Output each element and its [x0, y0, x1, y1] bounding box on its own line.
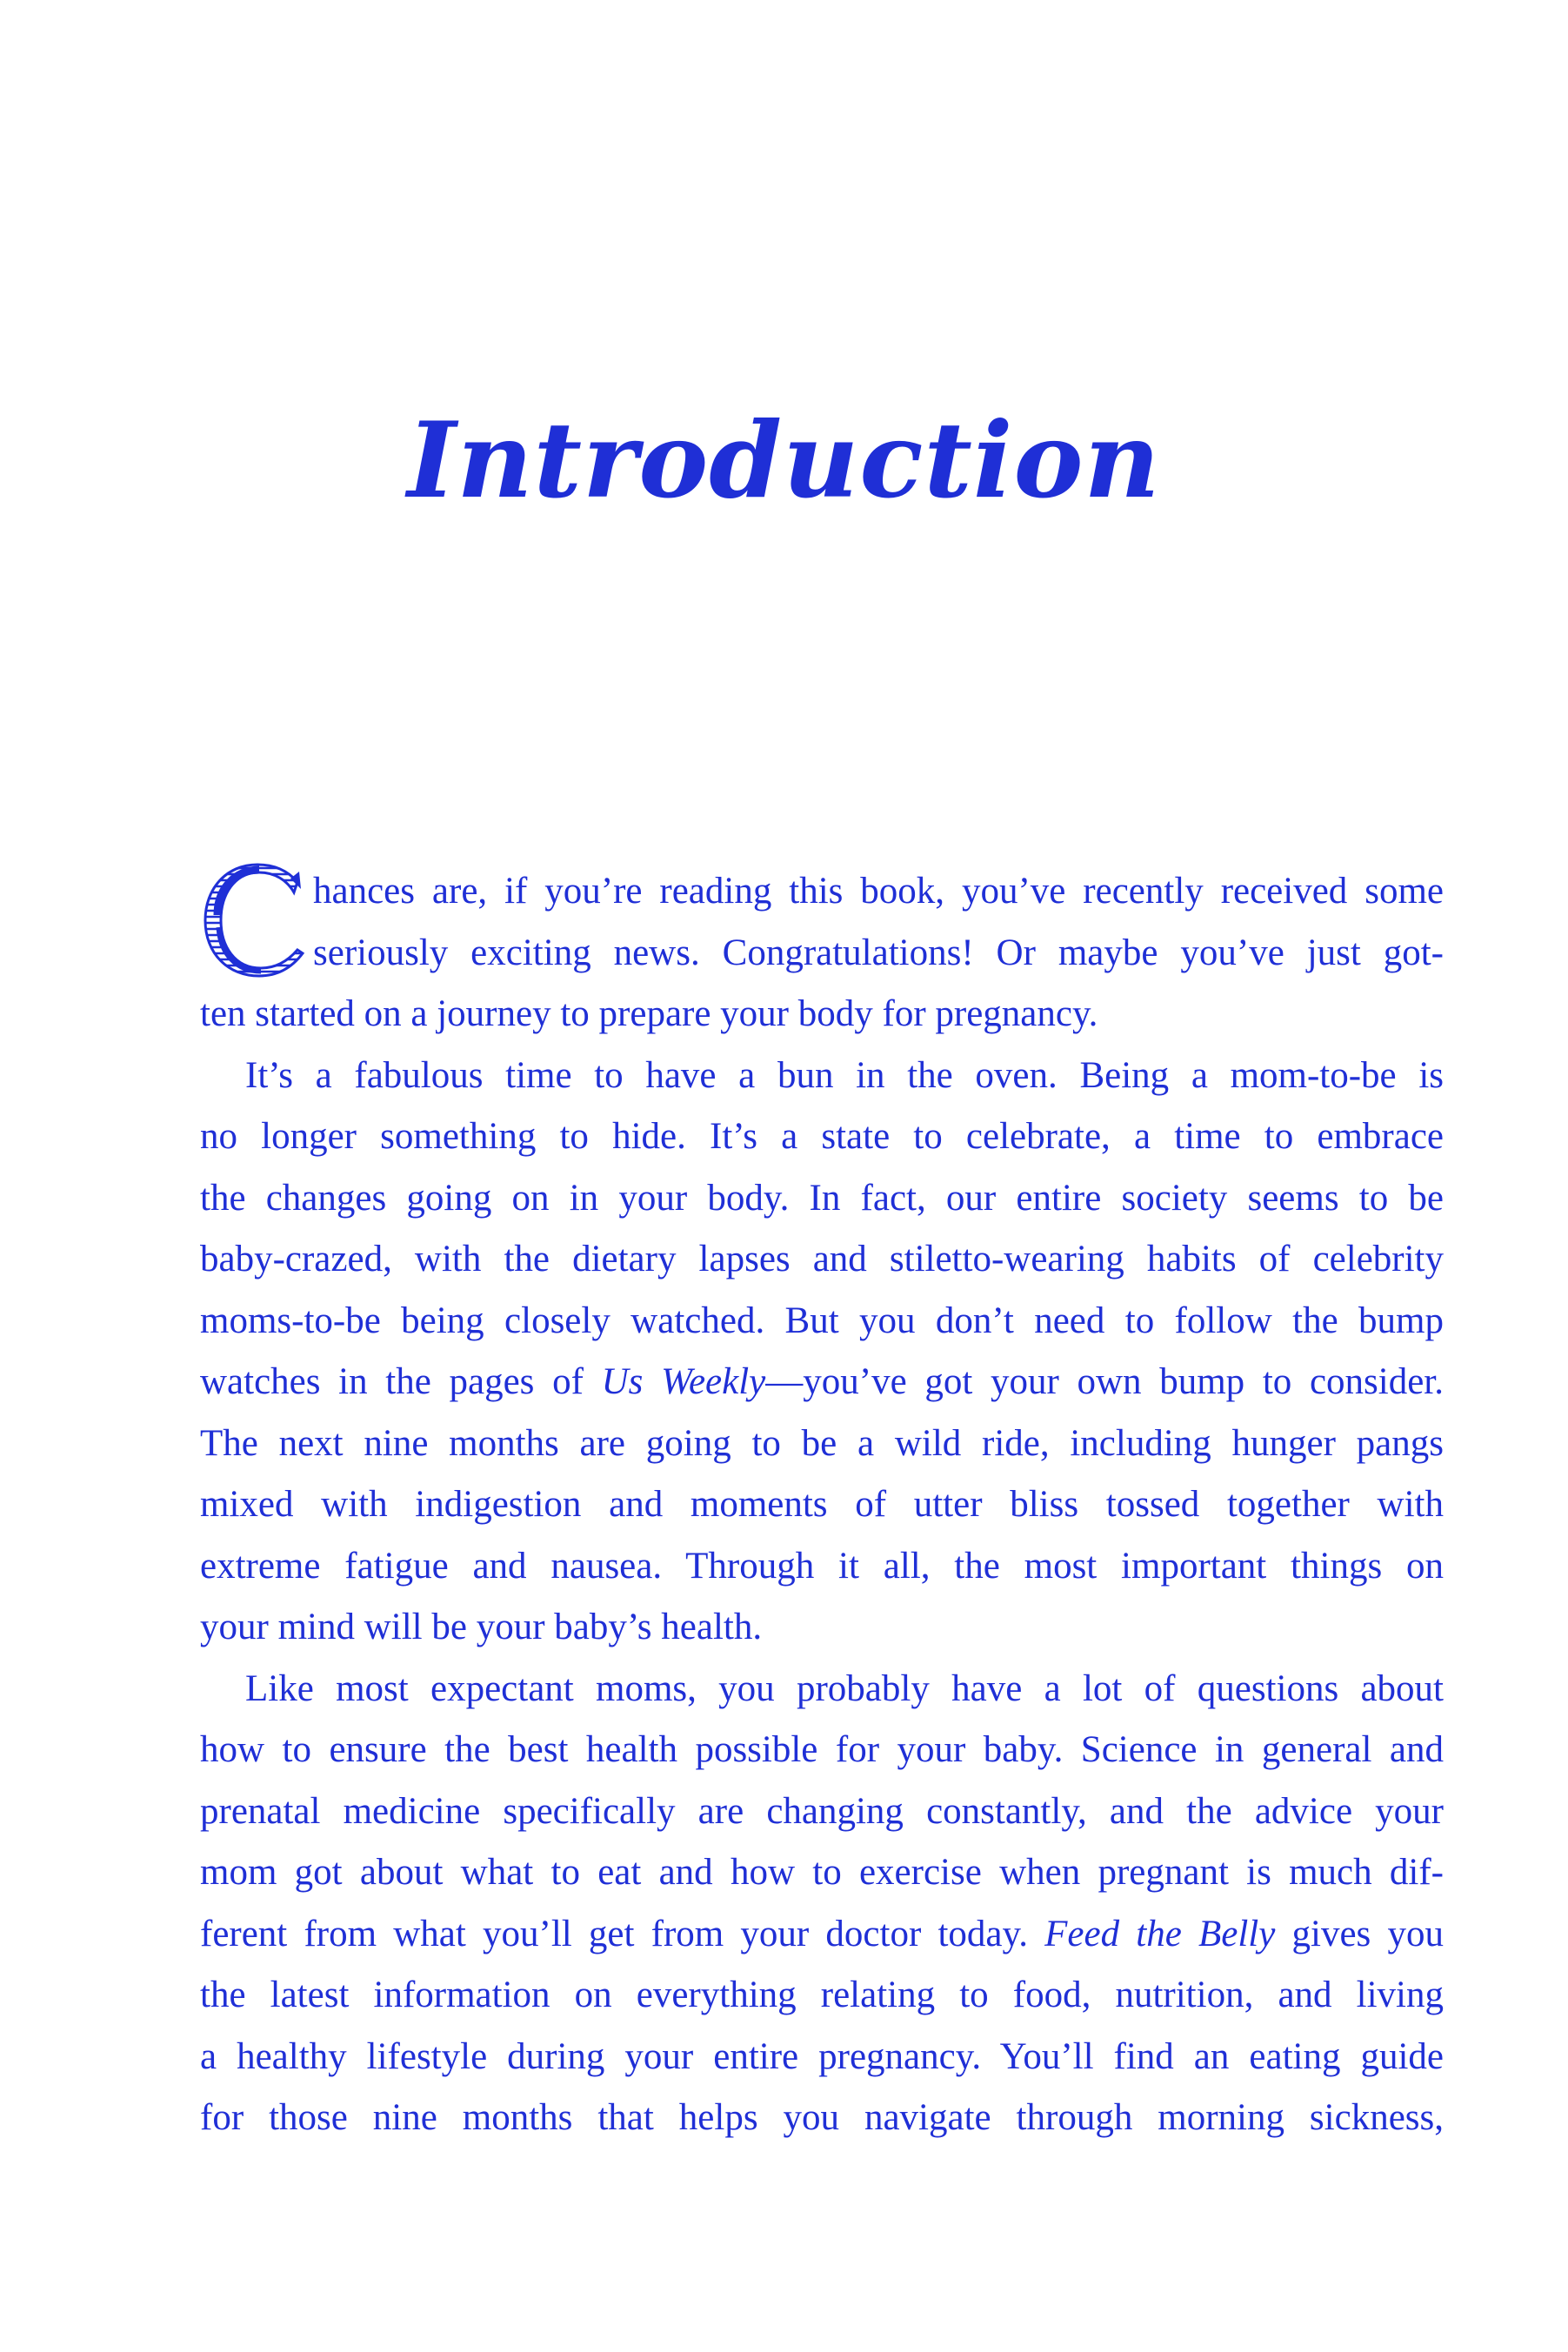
text-line: hances are, if you’re reading this book, you’ve recently received some: [313, 871, 1444, 912]
text-line: for those nine months that helps you navigate through morning sickness,: [200, 2097, 1444, 2138]
body-text: [200, 861, 1444, 2149]
text-line: no longer something to hide. It’s a state to celebrate, a time to embrace: [200, 1116, 1444, 1157]
text-line: mom got about what to eat and how to exercise when pregnant is much dif-: [200, 1852, 1444, 1893]
magazine-title: Us Weekly: [601, 1361, 766, 1402]
text-line: baby-crazed, with the dietary lapses and stiletto-wearing habits of celebrity: [200, 1239, 1444, 1280]
text-line: Like most expectant moms, you probably have a lot of questions about: [245, 1667, 1444, 1709]
text-line-with-italic: [200, 1352, 1444, 1413]
text-line: the changes going on in your body. In fact, our entire society seems to be: [200, 1177, 1444, 1219]
text-line: the latest information on everything relating to food, nutrition, and living: [200, 1974, 1444, 2015]
text-line: It’s a fabulous time to have a bun in the oven. Being a mom-to-be is: [245, 1054, 1444, 1096]
paragraph-3: [200, 1659, 1444, 2149]
text-segment: watches in the pages of: [200, 1361, 602, 1402]
text-line: The next nine months are going to be a wild ride, including hunger pangs: [200, 1422, 1444, 1464]
ornamental-drop-cap-icon: [200, 863, 311, 978]
text-line: prenatal medicine specifically are changing constantly, and the advice your: [200, 1790, 1444, 1832]
text-line: a healthy lifestyle during your entire pregnancy. You’ll find an eating guide: [200, 2035, 1444, 2077]
text-line: mixed with indigestion and moments of utter bliss tossed together with: [200, 1484, 1444, 1525]
text-line: how to ensure the best health possible for your baby. Science in general and: [200, 1729, 1444, 1770]
paragraph-2: [200, 1046, 1444, 1659]
text-line: ten started on a journey to prepare your body for pregnancy.: [200, 993, 1098, 1034]
paragraph-1: [200, 861, 1444, 1046]
text-line: your mind will be your baby’s health.: [200, 1607, 763, 1647]
text-segment: ferent from what you’ll get from your doctor today.: [200, 1913, 1045, 1954]
book-title: Feed the Belly: [1044, 1913, 1276, 1954]
text-line: seriously exciting news. Congratulations! Or maybe you’ve just got-: [313, 932, 1444, 973]
text-segment: gives you: [1275, 1913, 1444, 1954]
text-line-with-italic: [200, 1904, 1444, 1966]
text-line: extreme fatigue and nausea. Through it all, the most important things on: [200, 1545, 1444, 1587]
text-segment: —you’ve got your own bump to consider.: [765, 1361, 1445, 1402]
text-line: moms-to-be being closely watched. But you don’t need to follow the bump: [200, 1300, 1444, 1341]
chapter-title: Introduction: [407, 399, 1161, 522]
